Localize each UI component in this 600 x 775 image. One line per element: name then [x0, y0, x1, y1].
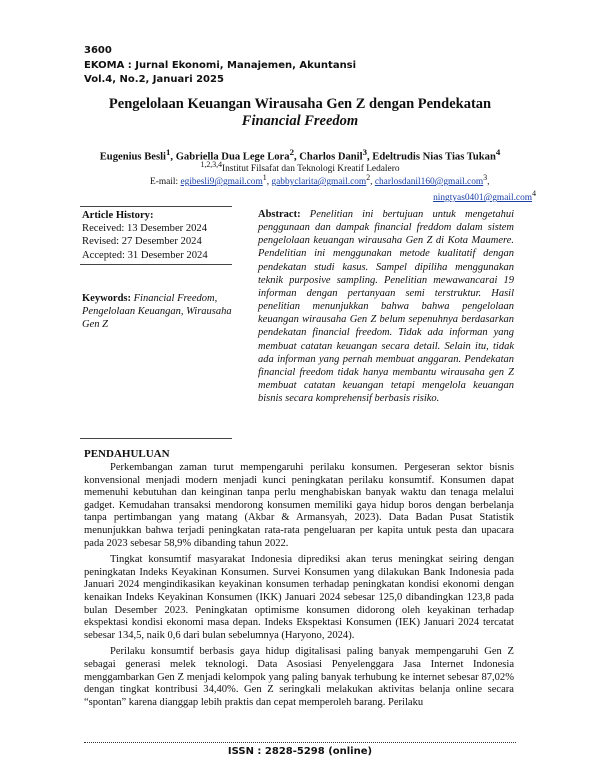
email-affiliation: 4	[532, 189, 536, 199]
email-link[interactable]: egibesli9@gmail.com	[180, 177, 263, 188]
article-title	[60, 96, 540, 130]
author-name: Edeltrudis Nias Tias Tukan	[372, 151, 496, 163]
paragraph: Tingkat konsumtif masyarakat Indonesia diprediksi akan terus meningkat seiring dengan peningkatan Indeks Keyakinan Konsumen. Survei Konsumen yang dilakukan Bank Indonesia pada Januari 2024 mengindikasikan keyakinan konsumen terhadap peningkatan kondisi ekonomi dengan kenaikan Indeks Keyakinan Konsumen (IKK) Januari 2024 sebesar 125,0 dibandingkan 123,8 pada bulan Desember 2023. Peningkatan optimisme konsumen didorong oleh keyakinan terhadap ekspektasi kondisi ekonomi masa depan. Indeks Ekspektasi Konsumen (IEK) Januari 2024 tercatat sebesar 134,5, naik 0,6 dari bulan sebelumnya (Haryono, 2024).	[84, 554, 514, 641]
email-label: E-mail:	[150, 177, 181, 188]
page-number: 3600	[84, 45, 112, 56]
email-affiliation: 3	[483, 173, 488, 182]
keywords-bottom-rule	[80, 438, 232, 439]
author-affiliation: 4	[495, 147, 501, 157]
author-affiliation: 3	[362, 147, 367, 157]
author-affiliation: 1	[165, 147, 171, 157]
footer-divider	[84, 742, 516, 743]
author-name: Charlos Danil	[299, 151, 363, 163]
abstract	[258, 208, 514, 405]
keywords	[82, 292, 232, 331]
title-line-2: Financial Freedom	[241, 113, 359, 129]
email-link[interactable]: gabbyclarita@gmail.com	[271, 177, 367, 188]
institution-name: Institut Filsafat dan Teknologi Kreatif Ledalero	[222, 164, 400, 175]
author-list: Eugenius Besli$^1$, Gabriella Dua Lege Lora$^2$, Charlos Danil$^3$, Edeltrudis Nias Tias Tukan$^4$	[99, 147, 501, 163]
author-name: Gabriella Dua Lege Lora	[175, 151, 290, 163]
email-link[interactable]: ningtyas0401@gmail.com	[433, 193, 533, 204]
journal-volume: Vol.4, No.2, Januari 2025	[84, 74, 224, 85]
email-list: E-mail: egibesli9@gmail.com$^1$, gabbyclarita@gmail.com$^2$, charlosdanil160@gmail.com$^3$, ningtyas0401@gmail.com$^4$	[150, 172, 540, 204]
history-bottom-rule	[80, 264, 232, 265]
paragraph: Perilaku konsumtif berbasis gaya hidup digitalisasi paling banyak mempengaruhi Gen Z sebagai generasi melek teknologi. Data Asosiasi Penyelenggara Jasa Internet Indonesia menggambarkan Gen Z menjadi kelompok yang paling banyak terhubung ke internet sebesar 87,02% dengan tingkat kontribusi 34,40%. Gen Z seringkali melakukan aktivitas belanja online secara “spontan” karena dianggap lebih praktis dan cepat memperoleh barang. Perilaku	[84, 646, 514, 708]
keywords-text: Financial Freedom, Pengelolaan Keuangan, Wirausaha Gen Z	[82, 293, 232, 330]
introduction-body	[84, 462, 514, 713]
section-heading: PENDAHULUAN	[84, 448, 170, 460]
journal-header	[84, 44, 356, 88]
history-heading: Article History:	[82, 210, 154, 221]
history-revised: Revised: 27 Desember 2024	[82, 236, 202, 248]
history-received: Received: 13 Desember 2024	[82, 223, 208, 235]
abstract-text: Penelitian ini bertujuan untuk mengetahui penggunaan dan dampak financial freddom dalam sistem pengelolaan keuangan wirausaha Gen Z di Kota Maumere. Pendelitian ini menggunakan metode kualitatif dengan pendekatan studi kasus. Sampel dipiliha menggunakan teknik purposive sampling. Penelitian mewawancarai 19 informan dengan pertanyaan semi terstruktur. Hasil penelitian menunjukkan bahwa bahwa pengelolaan keuangan wirausaha Gen Z belum sepenuhnya berdasarkan pendekatan financial freedom. Tidak ada informan yang membuat catatan keuangan secara detail. Selain itu, tidak ada informan yang pernah membuat anggaran. Pendekatan financial freedom tidak hanya membantu wirausaha gen Z membuat catatan keuangan tetapi mengelola keuangan bisnis secara komprehensif berbasis risiko.	[258, 209, 515, 405]
email-link[interactable]: charlosdanil160@gmail.com	[374, 177, 484, 188]
email-affiliation: 2	[366, 173, 371, 182]
author-name: Eugenius Besli	[99, 151, 166, 163]
keywords-label: Keywords:	[82, 293, 131, 304]
institution-affiliation: 1,2,3,4	[200, 160, 222, 169]
history-top-rule	[80, 206, 232, 207]
journal-name: EKOMA : Jurnal Ekonomi, Manajemen, Akuntansi	[84, 59, 357, 71]
author-affiliation: 2	[289, 147, 294, 157]
email-line-2	[150, 188, 540, 204]
title-line-1: Pengelolaan Keuangan Wirausaha Gen Z dengan Pendekatan	[108, 96, 492, 112]
abstract-label: Abstract:	[258, 209, 301, 220]
email-affiliation: 1	[262, 173, 267, 182]
history-accepted: Accepted: 31 Desember 2024	[82, 249, 208, 261]
paragraph: Perkembangan zaman turut mempengaruhi perilaku konsumen. Pergeseran sektor bisnis konvensional menjadi modern menjadi kunci peningkatan perilaku konsumtif. Konsumen dapat memenuhi kebutuhan dan keinginan tanpa perlu menghabiskan banyak waktu dan tenaga melalui gadget. Kemudahan transaksi mendorong konsumen memiliki gaya hidup boros dengan berbelanja tanpa pertimbangan yang matang (Akbar & Armansyah, 2023). Data Badan Pusat Statistik menunjukkan bahwa terjadi peningkatan rata-rata pengeluaran per kapita untuk pesta dan upacara pada 2023 sebesar 58,9% dibanding tahun 2022.	[84, 462, 514, 549]
footer-issn: ISSN : 2828-5298 (online)	[227, 746, 373, 757]
article-history	[82, 209, 208, 262]
